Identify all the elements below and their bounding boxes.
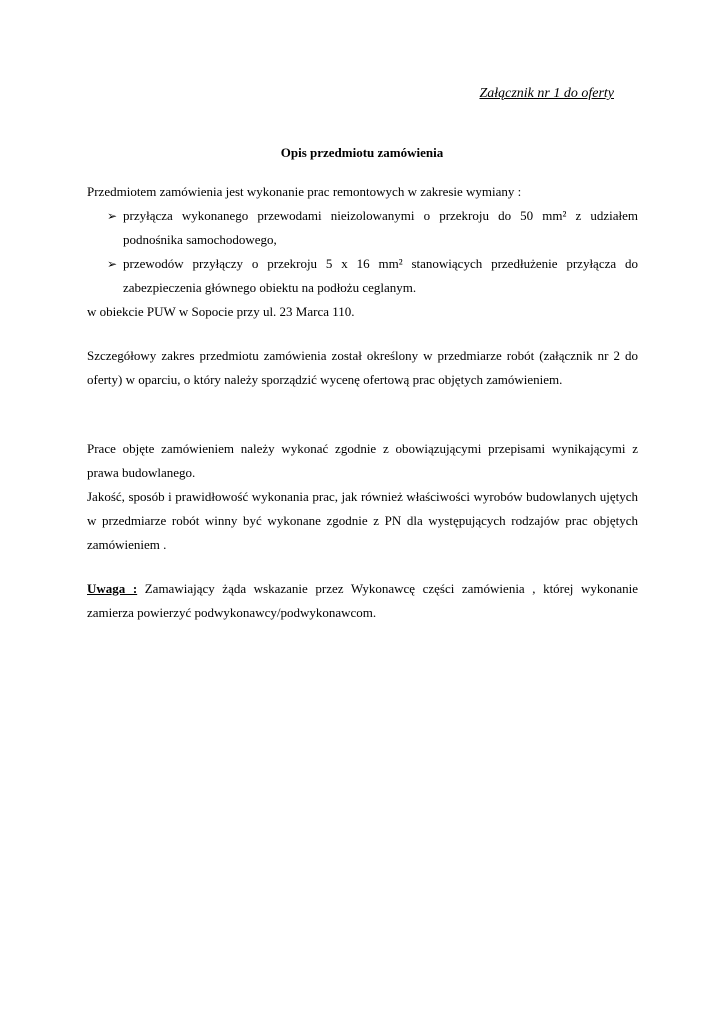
note-text: Zamawiający żąda wskazanie przez Wykonawcę części zamówienia , której wykonanie zamierza powierzyć podwykonawcy/podwykonawcom. (87, 581, 638, 620)
scope-detail-paragraph: Szczegółowy zakres przedmiotu zamówienia został określony w przedmiarze robót (załącznik nr 2 do oferty) w oparciu, o który należy sporządzić wycenę ofertową prac objętych zamówieniem. (87, 348, 638, 387)
location-paragraph: w obiekcie PUW w Sopocie przy ul. 23 Marca 110. (87, 304, 355, 319)
regulations-paragraph: Prace objęte zamówieniem należy wykonać zgodnie z obowiązującymi przepisami wynikającymi z prawa budowlanego. (87, 441, 638, 480)
list-item (87, 204, 638, 252)
note-paragraph (87, 577, 638, 625)
arrow-bullet-icon: ➢ (107, 257, 118, 271)
document-title: Opis przedmiotu zamówienia (280, 145, 444, 160)
regulations-section (87, 437, 638, 557)
annex-label: Załącznik nr 1 do oferty (479, 86, 614, 101)
quality-paragraph: Jakość, sposób i prawidłowość wykonania prac, jak również właściwości wyrobów budowlanych ujętych w przedmiarze robót winny być wykonane zgodnie z PN dla występujących rodzajów prac objętych zamówieniem . (87, 489, 638, 552)
arrow-bullet-icon: ➢ (107, 209, 118, 223)
list-item-text: przyłącza wykonanego przewodami nieizolowanymi o przekroju do 50 mm² z udziałem podnośnika samochodowego, (123, 208, 638, 247)
scope-section (87, 180, 638, 324)
list-item (87, 252, 638, 300)
note-label: Uwaga : (87, 581, 138, 596)
intro-paragraph: Przedmiotem zamówienia jest wykonanie prac remontowych w zakresie wymiany : (87, 184, 522, 199)
list-item-text: przewodów przyłączy o przekroju 5 x 16 mm² stanowiących przedłużenie przyłącza do zabezpieczenia głównego obiektu na podłożu ceglanym. (123, 256, 638, 295)
